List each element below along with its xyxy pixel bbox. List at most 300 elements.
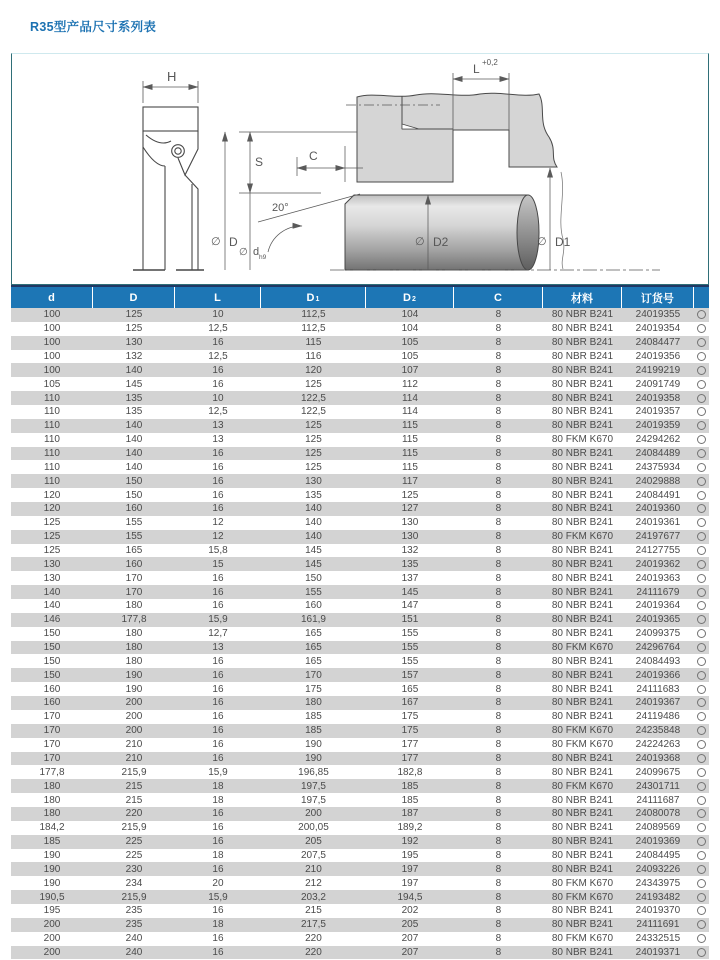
cell-d: 200 bbox=[43, 933, 61, 945]
availability-ring-icon bbox=[697, 726, 706, 735]
availability-ring-icon bbox=[697, 380, 706, 389]
cell-d: 125 bbox=[43, 531, 61, 543]
availability-ring-icon bbox=[697, 588, 706, 597]
cell-D: 215,9 bbox=[121, 822, 147, 834]
cell-material: 80 NBR B241 bbox=[551, 586, 614, 598]
availability-ring-icon bbox=[697, 893, 706, 902]
cell-material: 80 NBR B241 bbox=[551, 475, 614, 487]
cell-D1: 116 bbox=[305, 351, 322, 362]
cell-D2: 194,5 bbox=[397, 891, 423, 903]
cell-L: 12 bbox=[212, 531, 224, 543]
availability-ring-icon bbox=[697, 449, 706, 458]
availability-ring-icon bbox=[697, 504, 706, 513]
cell-D2: 137 bbox=[401, 572, 419, 584]
availability-ring-icon bbox=[697, 324, 706, 333]
table-row bbox=[11, 724, 709, 738]
table-row bbox=[11, 391, 709, 405]
cell-material: 80 NBR B241 bbox=[551, 420, 614, 432]
cell-L: 15,9 bbox=[208, 891, 228, 903]
cell-C: 8 bbox=[495, 655, 502, 667]
cell-D: 215,9 bbox=[121, 891, 147, 903]
col-header-D1: D 1 bbox=[261, 287, 366, 308]
table-row bbox=[11, 807, 709, 821]
cell-C: 8 bbox=[495, 877, 502, 889]
cell-D2: 175 bbox=[401, 725, 419, 737]
cell-D2: 165 bbox=[401, 683, 419, 695]
cell-d: 195 bbox=[43, 905, 61, 917]
cell-d: 105 bbox=[43, 378, 61, 390]
cell-D2: 157 bbox=[401, 669, 419, 681]
cell-D: 135 bbox=[125, 392, 143, 404]
cell-order: 24111679 bbox=[636, 586, 680, 598]
cell-order: 24332515 bbox=[635, 933, 681, 945]
cell-marker bbox=[694, 338, 709, 347]
cell-D2: 105 bbox=[401, 337, 419, 349]
cell-material: 80 FKM K670 bbox=[551, 877, 614, 889]
cell-D: 210 bbox=[125, 739, 143, 751]
cell-d: 180 bbox=[43, 808, 61, 820]
cell-material: 80 NBR B241 bbox=[551, 545, 614, 557]
cell-marker bbox=[694, 893, 709, 902]
cell-L: 16 bbox=[212, 572, 224, 584]
cell-order: 24019358 bbox=[635, 392, 681, 404]
cell-D1: 125 bbox=[305, 378, 322, 390]
cell-D: 130 bbox=[125, 337, 143, 349]
cell-D2: 151 bbox=[401, 614, 419, 626]
cell-d: 110 bbox=[44, 434, 60, 446]
availability-ring-icon bbox=[697, 906, 706, 915]
label-d: d bbox=[253, 246, 260, 258]
cell-d: 150 bbox=[43, 642, 61, 654]
cell-D2: 177 bbox=[401, 752, 419, 764]
cell-material: 80 FKM K670 bbox=[551, 739, 614, 751]
cell-D: 235 bbox=[125, 919, 143, 931]
cell-marker bbox=[694, 629, 709, 638]
diameter-symbol-D1: ∅ bbox=[537, 236, 547, 248]
table-row bbox=[11, 502, 709, 516]
cell-d: 190 bbox=[43, 849, 61, 861]
cell-order: 24099675 bbox=[635, 766, 681, 778]
cell-d: 160 bbox=[43, 697, 61, 709]
table-row bbox=[11, 585, 709, 599]
cell-d: 100 bbox=[43, 337, 61, 349]
cell-L: 13 bbox=[212, 420, 224, 432]
cell-C: 8 bbox=[495, 558, 502, 570]
col-header-D: D bbox=[93, 287, 175, 308]
cell-C: 8 bbox=[495, 614, 502, 626]
table-row bbox=[11, 419, 709, 433]
cell-marker bbox=[694, 643, 709, 652]
cell-L: 12 bbox=[212, 517, 224, 529]
table-row bbox=[11, 904, 709, 918]
cell-D1: 112,5 bbox=[301, 309, 326, 321]
cell-material: 80 NBR B241 bbox=[551, 697, 614, 709]
availability-ring-icon bbox=[697, 698, 706, 707]
cell-d: 170 bbox=[43, 711, 61, 723]
table-row bbox=[11, 876, 709, 890]
cell-marker bbox=[694, 934, 709, 943]
cell-D1: 175 bbox=[305, 683, 322, 695]
cell-C: 8 bbox=[495, 752, 502, 764]
table-row bbox=[11, 571, 709, 585]
cell-L: 16 bbox=[212, 711, 224, 723]
cell-marker bbox=[694, 518, 709, 527]
cell-L: 15,9 bbox=[208, 614, 228, 626]
cell-C: 8 bbox=[495, 545, 502, 557]
cell-order: 24019354 bbox=[635, 323, 681, 335]
cell-material: 80 NBR B241 bbox=[551, 836, 614, 848]
availability-ring-icon bbox=[697, 366, 706, 375]
cell-D2: 187 bbox=[401, 808, 419, 820]
cell-marker bbox=[694, 823, 709, 832]
cell-L: 15 bbox=[212, 558, 224, 570]
cell-order: 24084477 bbox=[635, 337, 681, 349]
cell-D1: 180 bbox=[305, 697, 322, 709]
cell-C: 8 bbox=[495, 461, 502, 473]
cell-marker bbox=[694, 768, 709, 777]
cell-D: 200 bbox=[125, 697, 143, 709]
cell-L: 18 bbox=[212, 849, 224, 861]
table-row bbox=[11, 613, 709, 627]
cell-material: 80 NBR B241 bbox=[551, 919, 614, 931]
cell-D2: 130 bbox=[401, 517, 419, 529]
cell-order: 24019371 bbox=[635, 946, 681, 958]
cell-D: 225 bbox=[125, 836, 143, 848]
cell-material: 80 NBR B241 bbox=[551, 614, 614, 626]
cell-D: 145 bbox=[125, 378, 143, 390]
cell-order: 24080078 bbox=[635, 808, 681, 820]
cell-C: 8 bbox=[495, 406, 502, 418]
cell-marker bbox=[694, 740, 709, 749]
cell-D: 215 bbox=[125, 794, 143, 806]
cell-D2: 175 bbox=[401, 711, 419, 723]
availability-ring-icon bbox=[697, 782, 706, 791]
cell-marker bbox=[694, 477, 709, 486]
cell-D1: 130 bbox=[305, 475, 322, 487]
cell-order: 24084489 bbox=[635, 448, 681, 460]
cell-d: 177,8 bbox=[39, 766, 65, 778]
cell-D1: 161,9 bbox=[300, 614, 326, 626]
cell-C: 8 bbox=[495, 642, 502, 654]
cell-D2: 192 bbox=[401, 836, 419, 848]
cell-D2: 115 bbox=[401, 434, 418, 446]
cell-marker bbox=[694, 851, 709, 860]
cell-order: 24093226 bbox=[635, 863, 681, 875]
cell-D: 230 bbox=[125, 863, 143, 875]
cell-D2: 114 bbox=[401, 392, 418, 404]
cell-D1: 210 bbox=[305, 863, 322, 875]
cell-D1: 190 bbox=[305, 752, 322, 764]
cell-d: 100 bbox=[43, 364, 61, 376]
availability-ring-icon bbox=[697, 823, 706, 832]
diameter-symbol-D2: ∅ bbox=[415, 236, 425, 248]
cell-d: 100 bbox=[43, 351, 61, 362]
table-row bbox=[11, 835, 709, 849]
cell-L: 16 bbox=[212, 461, 224, 473]
cell-L: 18 bbox=[212, 794, 224, 806]
cell-L: 16 bbox=[212, 752, 224, 764]
cell-D: 140 bbox=[125, 461, 143, 473]
cell-order: 24343975 bbox=[635, 877, 681, 889]
label-L-tolerance: +0,2 bbox=[482, 58, 498, 67]
cell-marker bbox=[694, 380, 709, 389]
cell-D: 180 bbox=[125, 628, 143, 640]
cell-material: 80 NBR B241 bbox=[551, 905, 614, 917]
cell-D1: 220 bbox=[305, 933, 322, 945]
cell-L: 10 bbox=[212, 309, 224, 321]
cell-material: 80 NBR B241 bbox=[551, 655, 614, 667]
cell-order: 24091749 bbox=[635, 378, 681, 390]
cell-order: 24089569 bbox=[635, 822, 681, 834]
cell-order: 24099375 bbox=[635, 628, 681, 640]
cell-D: 125 bbox=[125, 323, 143, 335]
cell-marker bbox=[694, 865, 709, 874]
cell-L: 15,8 bbox=[208, 545, 228, 557]
cell-marker bbox=[694, 394, 709, 403]
cell-C: 8 bbox=[495, 725, 502, 737]
cell-D2: 155 bbox=[401, 628, 419, 640]
cell-L: 16 bbox=[212, 863, 224, 875]
cell-D2: 185 bbox=[401, 794, 419, 806]
cell-material: 80 NBR B241 bbox=[551, 364, 614, 376]
cell-C: 8 bbox=[495, 586, 502, 598]
cell-material: 80 FKM K670 bbox=[551, 434, 614, 446]
cell-C: 8 bbox=[495, 697, 502, 709]
availability-ring-icon bbox=[697, 421, 706, 430]
cell-order: 24119486 bbox=[636, 711, 680, 723]
cell-marker bbox=[694, 532, 709, 541]
cell-L: 16 bbox=[212, 364, 224, 376]
cell-material: 80 NBR B241 bbox=[551, 517, 614, 529]
table-row bbox=[11, 710, 709, 724]
cell-L: 16 bbox=[212, 337, 224, 349]
cell-material: 80 NBR B241 bbox=[551, 351, 614, 362]
cell-marker bbox=[694, 837, 709, 846]
cell-D2: 115 bbox=[401, 461, 418, 473]
cell-marker bbox=[694, 615, 709, 624]
diameter-symbol-d: ∅ bbox=[239, 247, 248, 258]
table-row bbox=[11, 627, 709, 641]
cell-marker bbox=[694, 491, 709, 500]
cell-D: 200 bbox=[125, 711, 143, 723]
table-row bbox=[11, 544, 709, 558]
cell-C: 8 bbox=[495, 475, 502, 487]
cell-order: 24019366 bbox=[635, 669, 681, 681]
table-row bbox=[11, 696, 709, 710]
availability-ring-icon bbox=[697, 532, 706, 541]
cell-d: 110 bbox=[44, 420, 60, 432]
cell-order: 24019365 bbox=[635, 614, 681, 626]
cell-order: 24084495 bbox=[635, 849, 681, 861]
cell-C: 8 bbox=[495, 766, 502, 778]
seal-profile bbox=[133, 107, 204, 270]
availability-ring-icon bbox=[697, 920, 706, 929]
cell-L: 15,9 bbox=[208, 766, 228, 778]
availability-ring-icon bbox=[697, 574, 706, 583]
cell-D1: 160 bbox=[305, 600, 322, 612]
cell-D1: 125 bbox=[305, 461, 322, 473]
cell-L: 12,5 bbox=[208, 406, 228, 418]
cell-D2: 105 bbox=[401, 351, 419, 362]
cell-order: 24019360 bbox=[635, 503, 681, 515]
cell-material: 80 FKM K670 bbox=[551, 642, 614, 654]
cell-L: 18 bbox=[212, 780, 224, 792]
cell-L: 16 bbox=[212, 503, 224, 515]
cell-D2: 104 bbox=[401, 323, 419, 335]
table-row bbox=[11, 322, 709, 336]
cell-L: 18 bbox=[212, 919, 224, 931]
cell-D2: 125 bbox=[401, 489, 419, 501]
cell-order: 24019362 bbox=[635, 558, 681, 570]
label-S: S bbox=[255, 155, 264, 169]
cell-D: 170 bbox=[125, 586, 143, 598]
cell-marker bbox=[694, 809, 709, 818]
cell-D1: 197,5 bbox=[300, 780, 326, 792]
cell-order: 24019359 bbox=[635, 420, 681, 432]
cell-order: 24199219 bbox=[635, 364, 681, 376]
cell-order: 24019370 bbox=[635, 905, 681, 917]
table-row bbox=[11, 932, 709, 946]
availability-ring-icon bbox=[697, 948, 706, 957]
cell-order: 24019367 bbox=[635, 697, 681, 709]
cell-material: 80 NBR B241 bbox=[551, 863, 614, 875]
availability-ring-icon bbox=[697, 491, 706, 500]
table-row bbox=[11, 654, 709, 668]
cell-marker bbox=[694, 754, 709, 763]
cell-D: 177,8 bbox=[121, 614, 147, 626]
cell-D2: 182,8 bbox=[397, 766, 423, 778]
cell-D: 140 bbox=[125, 434, 143, 446]
cell-D2: 130 bbox=[401, 531, 419, 543]
cell-material: 80 FKM K670 bbox=[551, 725, 614, 737]
cell-C: 8 bbox=[495, 517, 502, 529]
cell-D2: 115 bbox=[401, 420, 418, 432]
cell-marker bbox=[694, 574, 709, 583]
cell-material: 80 NBR B241 bbox=[551, 946, 614, 958]
cell-L: 16 bbox=[212, 600, 224, 612]
availability-ring-icon bbox=[697, 934, 706, 943]
cell-D: 140 bbox=[125, 448, 143, 460]
availability-ring-icon bbox=[697, 837, 706, 846]
cell-C: 8 bbox=[495, 420, 502, 432]
label-D2: D2 bbox=[433, 235, 449, 249]
cell-marker bbox=[694, 504, 709, 513]
cell-L: 16 bbox=[212, 739, 224, 751]
cell-marker bbox=[694, 657, 709, 666]
cell-D2: 205 bbox=[401, 919, 419, 931]
cell-D1: 200 bbox=[305, 808, 322, 820]
col-header-C: C bbox=[454, 287, 543, 308]
availability-ring-icon bbox=[697, 754, 706, 763]
col-header-marker bbox=[694, 287, 709, 308]
cell-order: 24127755 bbox=[635, 545, 681, 557]
label-D1: D1 bbox=[555, 235, 571, 249]
cell-material: 80 NBR B241 bbox=[551, 337, 614, 349]
cell-D2: 202 bbox=[401, 905, 419, 917]
cell-L: 16 bbox=[212, 655, 224, 667]
cell-d: 190 bbox=[43, 863, 61, 875]
cell-marker bbox=[694, 726, 709, 735]
cell-L: 16 bbox=[212, 378, 224, 390]
label-L: L bbox=[473, 62, 480, 76]
cell-material: 80 FKM K670 bbox=[551, 933, 614, 945]
cell-D2: 197 bbox=[401, 877, 419, 889]
availability-ring-icon bbox=[697, 685, 706, 694]
cell-material: 80 NBR B241 bbox=[551, 711, 614, 723]
cell-order: 24084491 bbox=[635, 489, 681, 501]
cell-marker bbox=[694, 906, 709, 915]
cell-order: 24111691 bbox=[636, 919, 680, 931]
cell-material: 80 NBR B241 bbox=[551, 600, 614, 612]
cell-marker bbox=[694, 421, 709, 430]
cell-marker bbox=[694, 685, 709, 694]
table-row bbox=[11, 557, 709, 571]
cell-order: 24019361 bbox=[635, 517, 681, 529]
cell-D2: 145 bbox=[401, 586, 419, 598]
cell-order: 24296764 bbox=[635, 642, 681, 654]
cell-D: 140 bbox=[125, 420, 143, 432]
cell-order: 24019363 bbox=[635, 572, 681, 584]
cell-material: 80 NBR B241 bbox=[551, 378, 614, 390]
diameter-symbol-D: ∅ bbox=[211, 236, 221, 248]
cell-L: 13 bbox=[212, 642, 224, 654]
cell-d: 130 bbox=[43, 572, 61, 584]
seal-installation-diagram bbox=[11, 53, 709, 285]
cell-L: 16 bbox=[212, 725, 224, 737]
cell-D1: 125 bbox=[305, 448, 322, 460]
cell-C: 8 bbox=[495, 572, 502, 584]
cell-C: 8 bbox=[495, 822, 502, 834]
cell-D: 135 bbox=[125, 406, 143, 418]
cell-material: 80 NBR B241 bbox=[551, 392, 614, 404]
cell-marker bbox=[694, 782, 709, 791]
cell-D1: 120 bbox=[305, 364, 322, 376]
cell-D2: 114 bbox=[401, 406, 418, 418]
label-angle: 20° bbox=[272, 202, 289, 214]
col-header-D2: D 2 bbox=[366, 287, 454, 308]
table-row bbox=[11, 862, 709, 876]
col-header-d: d bbox=[11, 287, 93, 308]
cell-D2: 147 bbox=[401, 600, 419, 612]
cell-d: 120 bbox=[43, 503, 61, 515]
cell-C: 8 bbox=[495, 711, 502, 723]
cell-D2: 132 bbox=[401, 545, 419, 557]
table-row bbox=[11, 488, 709, 502]
availability-ring-icon bbox=[697, 463, 706, 472]
cell-D: 160 bbox=[125, 558, 143, 570]
cell-order: 24193482 bbox=[635, 891, 681, 903]
table-row bbox=[11, 336, 709, 350]
cell-d: 110 bbox=[44, 406, 60, 418]
table-row bbox=[11, 752, 709, 766]
cell-order: 24235848 bbox=[635, 725, 681, 737]
cell-L: 16 bbox=[212, 808, 224, 820]
table-row bbox=[11, 890, 709, 904]
availability-ring-icon bbox=[697, 394, 706, 403]
table-body bbox=[11, 308, 709, 959]
technical-drawing bbox=[12, 54, 708, 284]
cell-C: 8 bbox=[495, 600, 502, 612]
cell-order: 24029888 bbox=[635, 475, 681, 487]
cell-material: 80 NBR B241 bbox=[551, 669, 614, 681]
availability-ring-icon bbox=[697, 518, 706, 527]
cell-material: 80 NBR B241 bbox=[551, 628, 614, 640]
dimension-table bbox=[11, 285, 709, 959]
cell-marker bbox=[694, 698, 709, 707]
availability-ring-icon bbox=[697, 657, 706, 666]
cell-d: 185 bbox=[43, 836, 61, 848]
cell-D1: 170 bbox=[305, 669, 322, 681]
